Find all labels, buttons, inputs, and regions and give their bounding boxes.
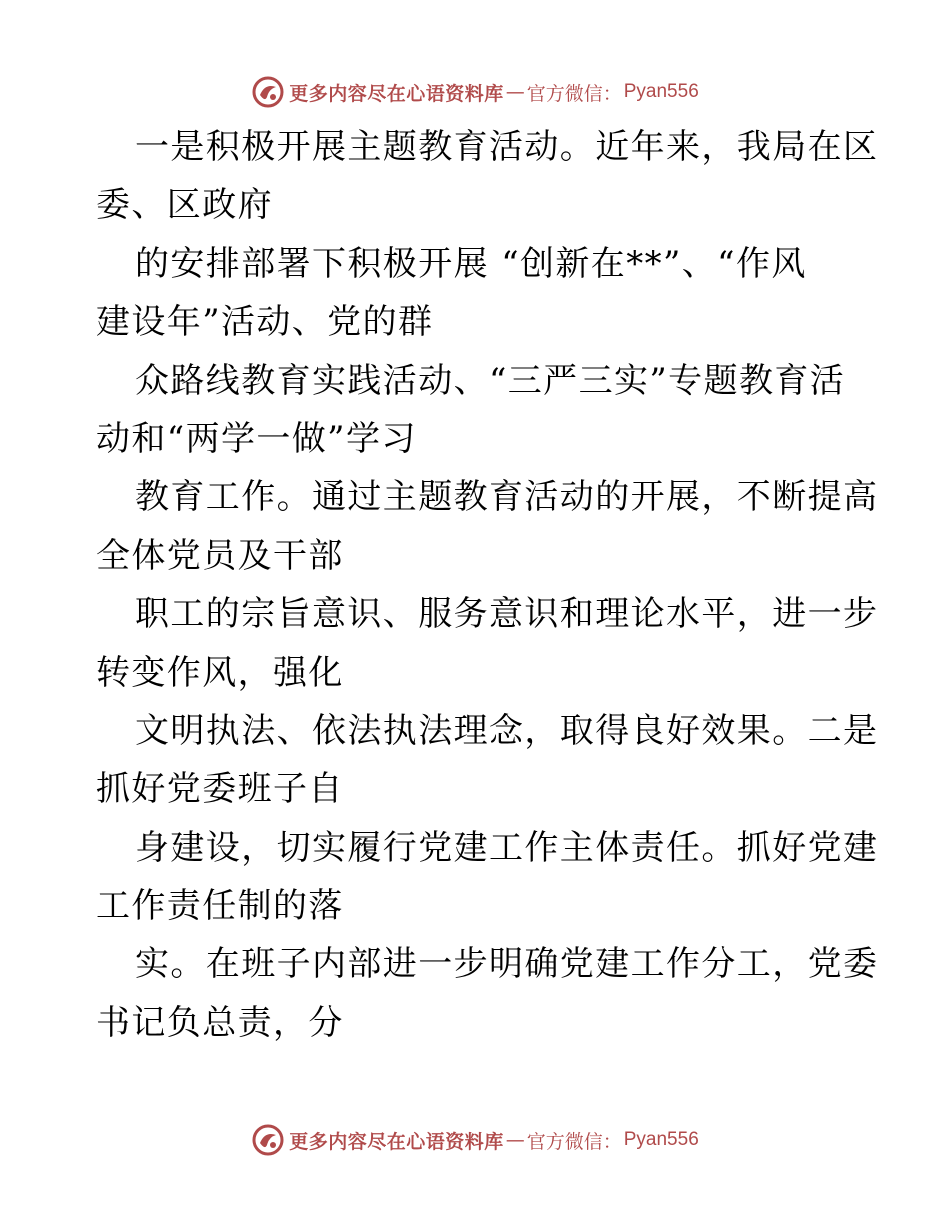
header-watermark: [0, 72, 950, 112]
document-body: [96, 118, 879, 1052]
watermark-dash: —: [505, 1129, 525, 1151]
text-line: 众路线教育实践活动、“三严三实”专题教育活: [135, 360, 846, 401]
watermark-main-text: 更多内容尽在心语资料库: [289, 1130, 504, 1153]
text-line: 职工的宗旨意识、服务意识和理论水平，进一步: [135, 594, 879, 635]
text-line: 工作责任制的落: [96, 886, 344, 927]
seal-swirl-icon: [251, 75, 285, 109]
text-line: 实。在班子内部进一步明确党建工作分工，党委: [135, 944, 879, 985]
text-line: 身建设，切实履行党建工作主体责任。抓好党建: [135, 827, 879, 868]
text-line: 书记负总责，分: [96, 1002, 344, 1043]
seal-swirl-icon: [251, 1123, 285, 1157]
text-line: 委、区政府: [96, 185, 273, 226]
text-line: 教育工作。通过主题教育活动的开展，不断提高: [135, 477, 879, 518]
watermark-id: Pyan556: [623, 1129, 699, 1150]
watermark-dash: —: [505, 81, 525, 103]
text-line: 抓好党委班子自: [96, 769, 344, 810]
watermark-sub-text: 官方微信：: [526, 82, 622, 105]
text-line: 全体党员及干部: [96, 535, 344, 576]
text-line: 建设年”活动、党的群: [96, 302, 434, 343]
watermark-sub-text: 官方微信：: [526, 1130, 622, 1153]
footer-watermark: [0, 1120, 950, 1160]
watermark-id: Pyan556: [623, 81, 699, 102]
text-line: 一是积极开展主题教育活动。近年来，我局在区: [135, 127, 879, 167]
text-line: 动和“两学一做”学习: [96, 418, 417, 459]
text-line: 的安排部署下积极开展 “创新在**”、“作风: [135, 243, 807, 284]
text-line: 文明执法、依法执法理念，取得良好效果。二是: [135, 710, 879, 751]
watermark-main-text: 更多内容尽在心语资料库: [289, 82, 504, 105]
text-line: 转变作风，强化: [96, 652, 344, 693]
